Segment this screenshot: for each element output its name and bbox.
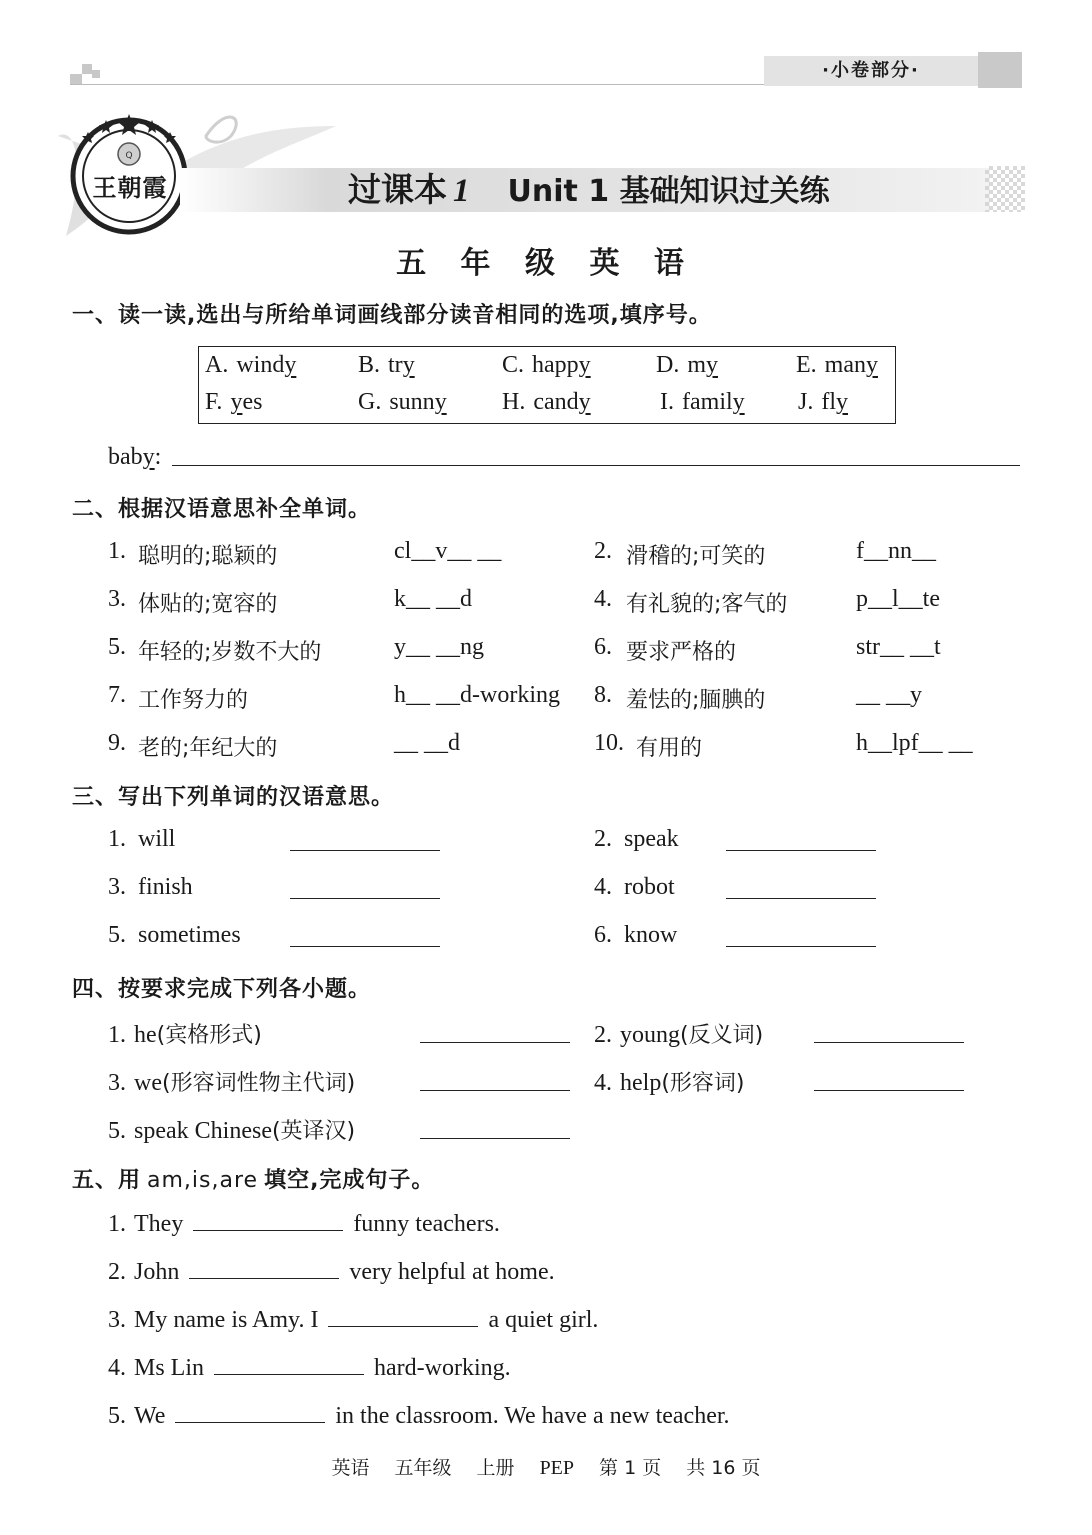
answer-line[interactable] [726,946,876,947]
item-word: will [138,826,176,852]
footer-total: 共 16 页 [686,1457,761,1479]
option-word-underlined: y [732,389,745,415]
item-number: 7. [108,682,126,708]
item-chinese: 年轻的;岁数不大的 [138,640,322,665]
q1-answer-line[interactable] [172,465,1020,466]
option-label: E. [796,352,817,378]
option-label: I. [660,389,674,415]
item-blank-word[interactable]: f__nn__ [856,538,936,564]
sentence-after: very helpful at home. [349,1259,555,1285]
option-word-stem: m [687,352,707,378]
q1-word-underlined: y [142,444,155,470]
q5-heading-prefix: 五、用 [72,1168,142,1193]
item-chinese: 要求严格的 [626,640,737,665]
option-item [358,352,415,379]
answer-line[interactable] [420,1138,570,1139]
footer-edition: PEP [539,1457,575,1479]
item-number: 3. [108,1307,126,1333]
logo-text: 王朝霞 [92,173,168,202]
option-word-stem: happ [532,352,579,378]
item-number: 5. [108,1403,126,1429]
option-word-underlined: y [402,352,415,378]
item-number: 6. [594,922,612,948]
item-blank-word[interactable]: cl__v__ __ [394,538,502,564]
footer-volume: 上册 [476,1457,515,1479]
option-word-underlined: y [706,352,719,378]
item-number: 3. [108,1070,126,1096]
footer-page: 第 1 页 [599,1457,662,1479]
item-blank-word[interactable]: __ __d [394,730,460,756]
answer-line[interactable] [726,850,876,851]
option-item [660,389,745,416]
title-band-pattern [985,166,1025,212]
q5-heading-suffix: 填空,完成句子。 [264,1168,435,1193]
item-number: 4. [594,874,612,900]
page-footer [0,1453,1092,1480]
item-number: 2. [594,538,612,564]
sentence-before: Ms Lin [134,1355,205,1381]
item-word: speak Chinese [134,1118,272,1144]
answer-line[interactable] [814,1042,964,1043]
answer-line[interactable] [290,946,440,947]
item-number: 5. [108,922,126,948]
option-item [798,389,848,416]
option-word-underlined: y [230,389,243,415]
item-requirement: (反义词) [680,1023,764,1048]
q1-target-word [108,444,161,471]
answer-blank[interactable] [189,1258,339,1279]
item-number: 6. [594,634,612,660]
option-label: F. [205,389,223,415]
item-number: 2. [594,826,612,852]
item-blank-word[interactable]: h__ __d-working [394,682,560,708]
item-blank-word[interactable]: h__lpf__ __ [856,730,973,756]
sentence-after: a quiet girl. [488,1307,599,1333]
item-number: 5. [108,634,126,660]
option-label: H. [502,389,526,415]
item-blank-word[interactable]: __ __y [856,682,922,708]
option-item [205,352,296,379]
svg-text:Q: Q [125,151,133,161]
item-chinese: 滑稽的;可笑的 [626,544,766,569]
q5-heading [72,1163,434,1194]
sentence-before: John [134,1259,180,1285]
item-word: finish [138,874,193,900]
q2-heading: 二、根据汉语意思补全单词。 [72,497,372,522]
item-prompt [594,1018,763,1049]
sentence-after: funny teachers. [353,1211,500,1237]
page-subtitle: 五 年 级 英 语 [396,246,696,281]
option-word-stem: sunn [389,389,435,415]
option-item [358,389,447,416]
option-label: C. [502,352,525,378]
answer-blank[interactable] [214,1354,364,1375]
item-number: 2. [594,1022,612,1048]
answer-blank[interactable] [175,1402,325,1423]
answer-blank[interactable] [328,1306,478,1327]
sentence-after: in the classroom. We have a new teacher. [335,1403,730,1429]
q4-heading: 四、按要求完成下列各小题。 [72,977,372,1002]
option-item [205,389,262,416]
q5-heading-words: am,is,are [147,1168,259,1193]
option-word-underlined: y [578,352,591,378]
option-item [796,352,878,379]
item-blank-word[interactable]: p__l__te [856,586,940,612]
option-word-stem: cand [533,389,579,415]
item-chinese: 聪明的;聪颖的 [138,544,278,569]
sentence [108,1354,511,1382]
item-word: know [624,922,678,948]
item-blank-word[interactable]: str__ __t [856,634,941,660]
answer-line[interactable] [814,1090,964,1091]
item-word: young [620,1022,680,1048]
option-word-underlined: y [836,389,849,415]
item-word: sometimes [138,922,241,948]
item-number: 1. [108,1211,126,1237]
answer-line[interactable] [726,898,876,899]
sentence [108,1210,500,1238]
option-item [656,352,718,379]
option-word-stem: tr [388,352,403,378]
item-blank-word[interactable]: y__ __ng [394,634,484,660]
item-word: robot [624,874,675,900]
option-label: J. [798,389,814,415]
item-word: we [134,1070,162,1096]
q1-word-stem: bab [108,444,143,470]
sentence-before: We [134,1403,166,1429]
option-item [502,389,591,416]
title-prefix: 过课本 [348,170,447,209]
item-number: 8. [594,682,612,708]
item-requirement: (宾格形式) [156,1023,262,1048]
page-title [348,168,830,212]
option-word-underlined: y [284,352,297,378]
item-chinese: 体贴的;宽容的 [138,592,278,617]
sentence [108,1258,555,1286]
item-number: 3. [108,874,126,900]
option-word-stem: fl [821,389,837,415]
option-label: D. [656,352,680,378]
sentence-before: They [134,1211,184,1237]
item-number: 4. [594,1070,612,1096]
answer-line[interactable] [290,850,440,851]
answer-line[interactable] [290,898,440,899]
item-number: 10. [594,730,624,756]
option-word-stem: man [824,352,866,378]
option-label: G. [358,389,382,415]
title-unit: Unit 1 基础知识过关练 [507,174,830,209]
option-word-underlined: y [434,389,447,415]
item-prompt [594,1066,745,1097]
item-number: 3. [108,586,126,612]
item-number: 1. [108,538,126,564]
item-number: 2. [108,1259,126,1285]
q1-word-colon: : [154,444,162,470]
section-tag-tail [978,52,1022,88]
option-word-stem: famil [682,389,733,415]
item-number: 9. [108,730,126,756]
item-chinese: 有用的 [636,736,703,761]
option-label: B. [358,352,381,378]
item-number: 4. [108,1355,126,1381]
item-requirement: (形容词) [661,1071,745,1096]
option-word-stem: wind [236,352,285,378]
item-prompt [108,1066,355,1097]
sentence-after: hard-working. [374,1355,511,1381]
footer-subject: 英语 [331,1457,370,1479]
title-number: 1 [453,173,470,209]
item-requirement: (英译汉) [271,1119,356,1144]
item-chinese: 工作努力的 [138,688,249,713]
item-word: he [134,1022,157,1048]
item-number: 1. [108,826,126,852]
item-word: help [620,1070,662,1096]
q1-heading: 一、读一读,选出与所给单词画线部分读音相同的选项,填序号。 [72,303,712,328]
item-chinese: 老的;年纪大的 [138,736,278,761]
item-number: 5. [108,1118,126,1144]
sentence-before: My name is Amy. I [134,1307,319,1333]
option-word-underlined: y [866,352,878,378]
footer-grade: 五年级 [394,1457,452,1479]
option-word-suffix: es [242,389,263,415]
item-requirement: (形容词性物主代词) [161,1071,356,1096]
q3-heading: 三、写出下列单词的汉语意思。 [72,785,395,810]
answer-line[interactable] [420,1090,570,1091]
option-word-underlined: y [578,389,591,415]
item-chinese: 有礼貌的;客气的 [626,592,788,617]
sentence [108,1402,730,1430]
item-chinese: 羞怯的;腼腆的 [626,688,766,713]
answer-blank[interactable] [193,1210,343,1231]
option-label: A. [205,352,229,378]
item-number: 4. [594,586,612,612]
answer-line[interactable] [420,1042,570,1043]
item-blank-word[interactable]: k__ __d [394,586,472,612]
item-prompt [108,1018,262,1049]
section-tag: ·小卷部分· [764,56,978,86]
item-prompt [108,1114,355,1145]
item-number: 1. [108,1022,126,1048]
option-item [502,352,591,379]
item-word: speak [624,826,679,852]
sentence [108,1306,598,1334]
